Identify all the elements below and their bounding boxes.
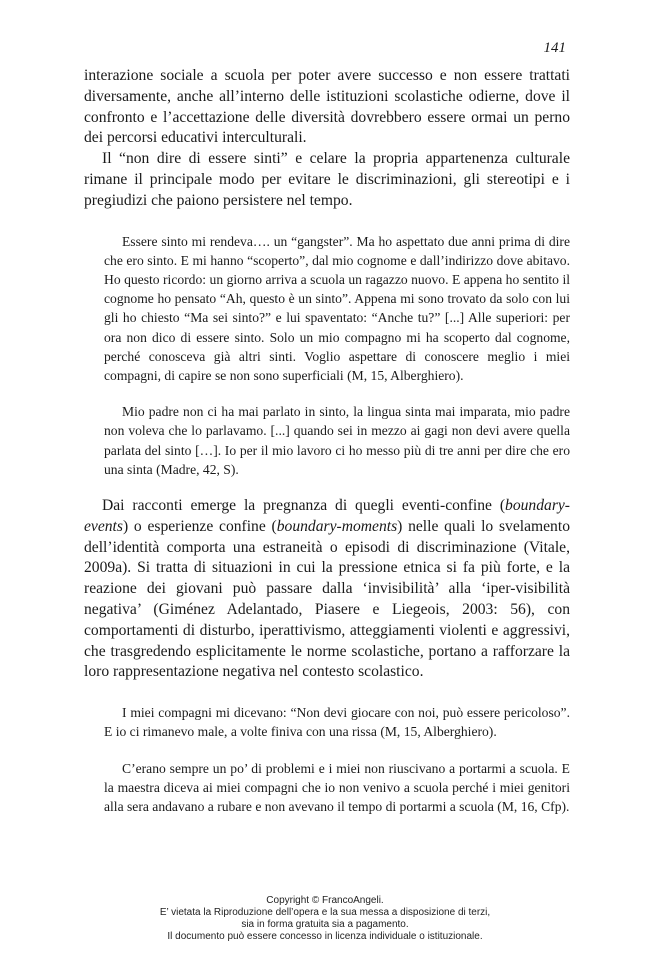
paragraph-3 (84, 496, 570, 683)
paragraph-3-text-a: Dai racconti emerge la pregnanza di quegli eventi-confine ( (102, 497, 506, 515)
page-number: 141 (543, 40, 566, 56)
block-quote-2: Mio padre non ci ha mai parlato in sinto, la lingua sinta mai imparata, mio padre non voleva che lo parlavamo. [...] quando sei in mezzo ai gagi non devi avere quella parlata del sinto […]. Io per il mio lavoro ci ho messo più di tre anni per dire che ero una sinta (Madre, 42, S). (104, 404, 570, 477)
paragraph-3-italic-2: boundary-moments (276, 517, 398, 535)
block-quote-4: C’erano sempre un po’ di problemi e i miei non riuscivano a portarmi a scuola. E la maestra diceva ai miei compagni che io non venivo a scuola perché i miei genitori alla sera andavano a rubare e non avevano il tempo di portarmi a scuola (M, 16, Cfp). (104, 760, 570, 814)
block-quote-3: I miei compagni mi dicevano: “Non devi giocare con noi, può essere pericoloso”. E io ci rimanevo male, a volte finiva con una rissa (M, 15, Alberghiero). (104, 705, 570, 740)
paragraph-3-text-b: ) o esperienze confine ( (122, 517, 277, 535)
paragraph-2: Il “non dire di essere sinti” e celare la propria appartenenza culturale rimane il principale modo per evitare le discriminazioni, gli stereotipi e i pregiudizi che paiono persistere nel tempo. (84, 150, 570, 209)
paragraph-3-text-c: ) nelle quali lo svelamento dell’identità comporta una estraneità o episodi di discriminazione (Vitale, 2009a). Si tratta di situazioni in cui la pressione etnica si fa più forte, e la reazione dei giovani può passare dalla ‘invisibilità’ alla ‘iper-visibilità negativa’ (Giménez Adelantado, Piasere e Liegeois, 2003: 56), con comportamenti di disturbo, iperattivismo, atteggiamenti violenti e aggressivi, che trasgredendo esplicitamente le norme scolastiche, portano a rafforzare la loro rappresentazione negativa nel contesto scolastico. (84, 517, 570, 681)
footer-line-3: sia in forma gratuita sia a pagamento. (241, 919, 409, 930)
block-quote-1: Essere sinto mi rendeva…. un “gangster”. Ma ho aspettato due anni prima di dire che ero sinto. E mi hanno “scoperto”, dal mio cognome e dall’indirizzo dove abitavo. Ho questo ricordo: un giorno arriva a scuola un ragazzo nuovo. E appena ho sentito il cognome ho pensato “Ah, questo è un sinto”. Appena mi sono trovato da solo con lui gli ho chiesto “Ma sei sinto?” e lui spaventato: “Anche tu?” [...] Alle superiori: per ora non dico di essere sinto. Solo un mio compagno mi ha scoperto dal cognome, perché conosceva già altri sinti. Voglio aspettare di conoscere meglio i miei compagni, di capire se non sono superficiali (M, 15, Alberghiero). (104, 233, 570, 383)
paragraph-1: interazione sociale a scuola per poter avere successo e non essere trattati diversamente, anche all’interno delle istituzioni scolastiche odierne, dove il confronto e l’accettazione delle diversità dovrebbero essere ormai un perno dei percorsi educativi interculturali. (84, 67, 570, 147)
footer-line-4: Il documento può essere concesso in licenza individuale o istituzionale. (167, 931, 483, 942)
footer-line-2: E’ vietata la Riproduzione dell’opera e la sua messa a disposizione di terzi, (159, 907, 491, 918)
footer-line-1: Copyright © FrancoAngeli. (266, 895, 384, 906)
page-body (84, 66, 570, 816)
copyright-footer (0, 895, 650, 943)
paragraph-3-italic-1: boundary-events (84, 497, 570, 535)
